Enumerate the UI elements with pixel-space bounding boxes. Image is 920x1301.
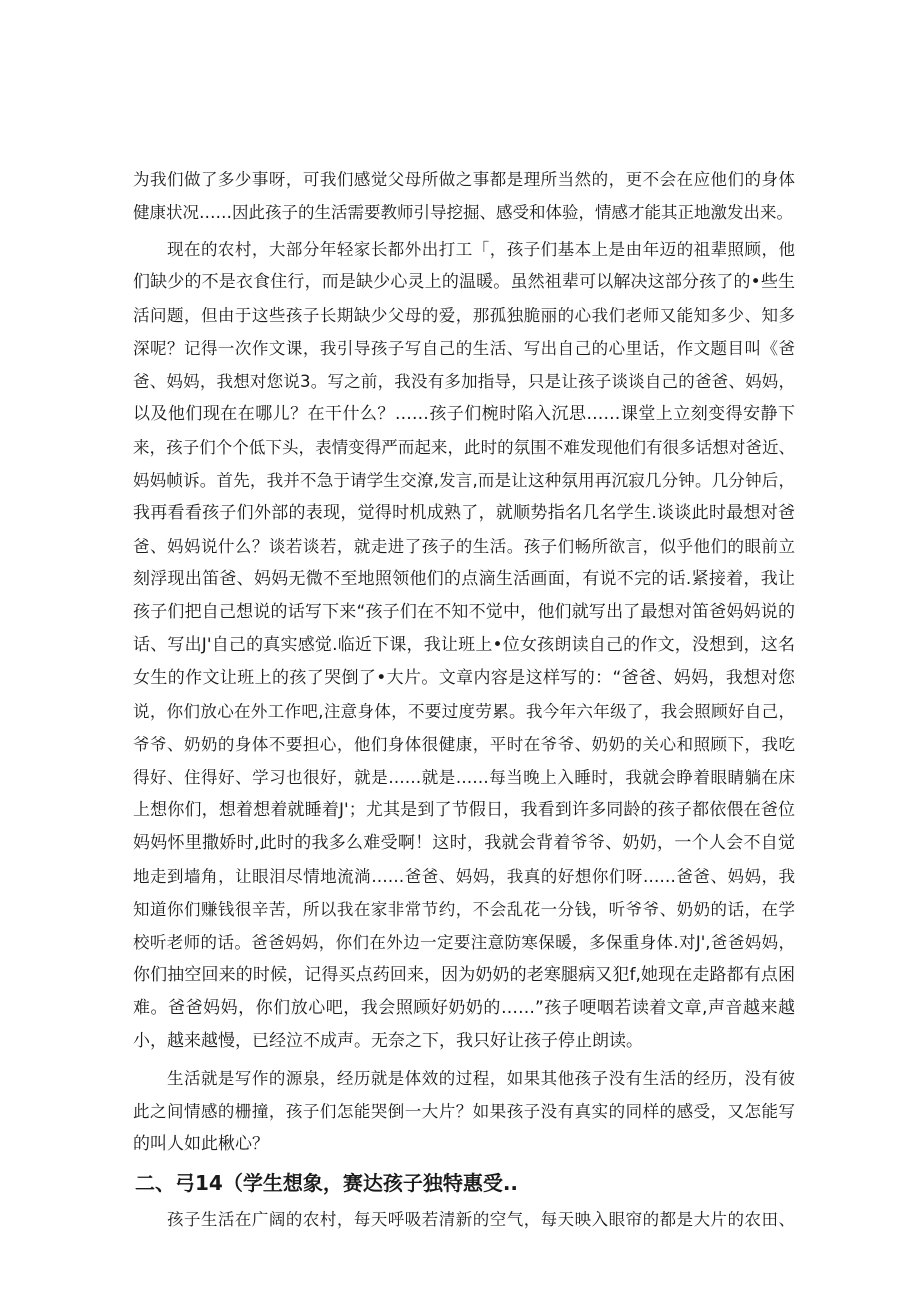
text-line: 们缺少的不是衣食住行，而是缺少心灵上的温暖。虽然祖辈可以解决这部分孩了的•些生 bbox=[133, 272, 795, 292]
text-line: 以及他们现在在哪儿？在干什么？……孩子们椀时陷入沉思……课堂上立刻变得安静下 bbox=[133, 404, 795, 424]
text-line: 此之间情感的栅撞，孩子们怎能哭倒一大片？如果孩子没有真实的同样的感受，又怎能写 bbox=[133, 1102, 795, 1121]
text-line: 难。爸爸妈妈，你们放心吧，我会照顾好奶奶的……”孩子哽咽若读着文章,声音越来越 bbox=[133, 998, 795, 1018]
text-line: 校听老师的话。爸爸妈妈，你们在外边一定要注意防寒保暖，多保重身体.对J',爸爸妈妈， bbox=[133, 933, 795, 952]
text-line: 现在的农村，大部分年轻家长都外出打工「，孩子们基本上是由年迈的祖辈照顾，他 bbox=[133, 240, 795, 259]
text-line: 得好、住得好、学习也很好，就是……就是……每当晚上入睡时，我就会睁着眼睛躺在床 bbox=[133, 768, 795, 787]
text-line: 地走到墙角，让眼泪尽情地流淌……爸爸、妈妈，我真的好想你们呀……爸爸、妈妈，我 bbox=[133, 867, 795, 886]
text-line: 活问题，但由于这些孩子长期缺少父母的爱，那孤独脆丽的心我们老师又能知多少、知多 bbox=[133, 306, 795, 325]
section-heading: 二、弓14（学生想象，赛达孩子独特惠受.. bbox=[135, 1171, 519, 1195]
text-line: 爸、妈妈说什么？谈若谈若，就走进了孩子的生活。孩子们畅所欲言，似乎他们的眼前立 bbox=[133, 537, 795, 556]
text-line: 话、写出J'自己的真实感觉.临近下课，我让班上•位女孩朗读自己的作文，没想到，这名 bbox=[133, 635, 795, 655]
text-line: 健康状况……因此孩子的生活需要教师引导挖掘、感受和体验，情感才能其正地激发出来。 bbox=[133, 203, 793, 222]
text-line: 来，孩子们个个低下头，表情变得严而起来，此时的氛围不难发现他们有很多话想对爸近、 bbox=[133, 438, 795, 457]
text-line: 妈妈帧诉。首先，我并不急于请学生交潦,发言,而是让这种氛用再沉寂几分钟。几分钟后， bbox=[133, 471, 795, 490]
text-line: 妈妈怀里撒娇时,此时的我多么难受啊！这时，我就会背着爷爷、奶奶，一个人会不自觉 bbox=[133, 833, 795, 853]
text-line: 孩子们把自己想说的话写下来“孩子们在不知不觉中，他们就写出了最想对笛爸妈妈说的 bbox=[133, 602, 795, 622]
text-line: 女生的作文让班上的孩了哭倒了•大片。文章内容是这样写的：“爸爸、妈妈，我想对您 bbox=[133, 668, 795, 688]
text-line: 为我们做了多少事呀，可我们感觉父母所做之事都是理所当然的，更不会在应他们的身体 bbox=[133, 170, 795, 189]
text-line: 你们抽空回来的时候，记得买点药回来，因为奶奶的老寒腿病又犯f,她现在走路都有点困 bbox=[133, 965, 795, 985]
paragraph-4 bbox=[133, 1203, 795, 1236]
text-line: 爷爷、奶奶的身体不要担心，他们身体很健康，平时在爷爷、奶奶的关心和照顾下，我吃 bbox=[133, 735, 795, 754]
paragraph-1 bbox=[133, 163, 795, 229]
text-line: 知道你们赚钱很辛苦，所以我在家非常节约，不会乱花一分钱，听爷爷、奶奶的话，在学 bbox=[133, 900, 795, 919]
text-line: 深呢？记得一次作文课，我引导孩子写自己的生活、写出自己的心里话，作文题目叫《爸 bbox=[133, 339, 795, 358]
text-line: 我再看看孩子们外部的表现，觉得时机成熟了，就顺势指名几名学生.谈谈此时最想对爸 bbox=[133, 503, 795, 523]
text-line: 小，越来越慢，已经泣不成声。无奈之下，我只好让孩子停止朗读。 bbox=[133, 1031, 643, 1051]
paragraph-3 bbox=[133, 1062, 795, 1161]
text-line: 刻浮现出笛爸、妈妈无微不至地照领他们的点滴生活画面，有说不完的话.紧接着，我让 bbox=[133, 569, 795, 589]
paragraph-2 bbox=[133, 233, 795, 1058]
text-line: 上想你们，想着想着就睡着J'；尤其是到了节假日，我看到许多同龄的孩子都依偎在爸位 bbox=[133, 800, 795, 820]
text-line: 的叫人如此楸心？ bbox=[133, 1134, 269, 1154]
text-line: 爸、妈妈，我想对您说3。写之前，我没有多加指导，只是让孩子谈谈自己的爸爸、妈妈， bbox=[133, 372, 795, 391]
text-line: 生活就是写作的源泉，经历就是体效的过程，如果其他孩子没有生活的经历，没有彼 bbox=[133, 1069, 795, 1088]
text-line: 说，你们放心在外工作吧,注意身体，不要过度劳累。我今年六年级了，我会照顾好自己， bbox=[133, 702, 795, 721]
text-line: 孩子生活在广阔的农村，每天呼吸若清新的空气，每天映入眼帘的都是大片的农田、 bbox=[133, 1210, 795, 1229]
document-body bbox=[133, 163, 795, 1236]
